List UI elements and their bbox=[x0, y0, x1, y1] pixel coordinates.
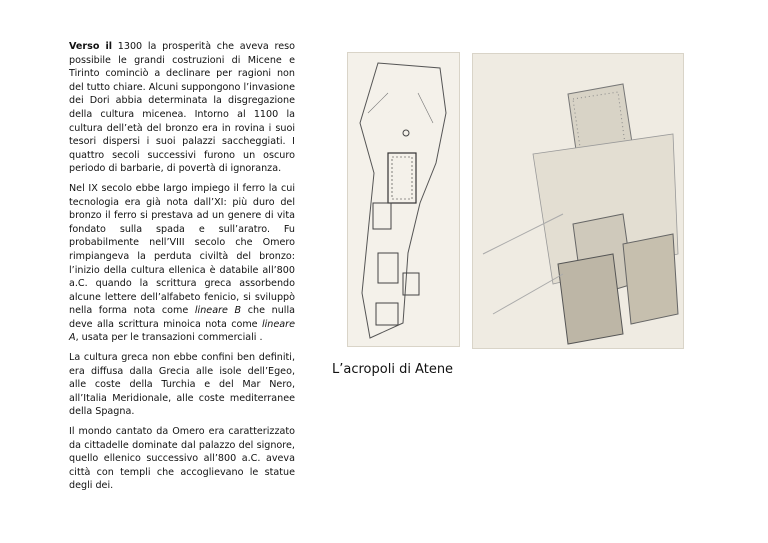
body-text-column bbox=[69, 40, 295, 499]
paragraph-4: Il mondo cantato da Omero era caratterizzato da cittadelle dominate dal palazzo del signore, quello ellenico successivo all’800 a.C. aveva città con templi che accoglievano le statue degli dei. bbox=[69, 426, 295, 492]
paragraph-3: La cultura greca non ebbe confini ben definiti, era diffusa dalla Grecia alle isole dell’Egeo, alle coste della Turchia e del Mar Nero, all’Italia Meridionale, alle coste mediterranee della Spagna. bbox=[69, 352, 295, 418]
paragraph-2 bbox=[69, 182, 295, 345]
figure-caption: L’acropoli di Atene bbox=[332, 362, 454, 377]
acropolis-reconstruction-drawing bbox=[473, 54, 683, 348]
acropolis-plan-figure bbox=[347, 52, 460, 347]
paragraph-2-em-lineare-a: lineare A bbox=[69, 318, 295, 344]
paragraph-2-text-a: Nel IX secolo ebbe largo impiego il ferro la cui tecnologia era già nota dall’XI: più duro del bronzo il ferro si prestava ad un genere di vita fondato sulla spada e sull’aratro. Fu probabilmente nell’VIII secolo che Omero rimpiangeva la perduta civiltà del bronzo: l’inizio della cultura ellenica è databile all’800 a.C. quando la scrittura greca assorbendo alcune lettere dell’alfabeto fenicio, si sviluppò nella forma nota come bbox=[69, 182, 295, 317]
paragraph-2-text-b: che nulla deve alla scrittura minoica nota come bbox=[69, 305, 296, 330]
paragraph-2-text-c: , usata per le transazioni commerciali . bbox=[75, 332, 263, 344]
paragraph-1 bbox=[69, 40, 295, 176]
acropolis-plan-drawing bbox=[348, 53, 459, 346]
acropolis-reconstruction-figure bbox=[472, 53, 684, 349]
paragraph-1-lead: Verso il bbox=[69, 41, 113, 52]
paragraph-2-em-lineare-b: lineare B bbox=[194, 305, 242, 317]
paragraph-1-text: 1300 la prosperità che aveva reso possibile le grandi costruzioni di Micene e Tirinto cominciò a declinare per ragioni non del tutto chiare. Alcuni suppongono l’invasione dei Dori abbia determinata la disgregazione della cultura micenea. Intorno al 1100 la cultura dell’età del bronzo era in rovina i suoi tesori dispersi i suoi palazzi saccheggiati. I quattro secoli successivi furono un oscuro periodo di barbarie, di povertà di ignoranza. bbox=[69, 41, 296, 175]
